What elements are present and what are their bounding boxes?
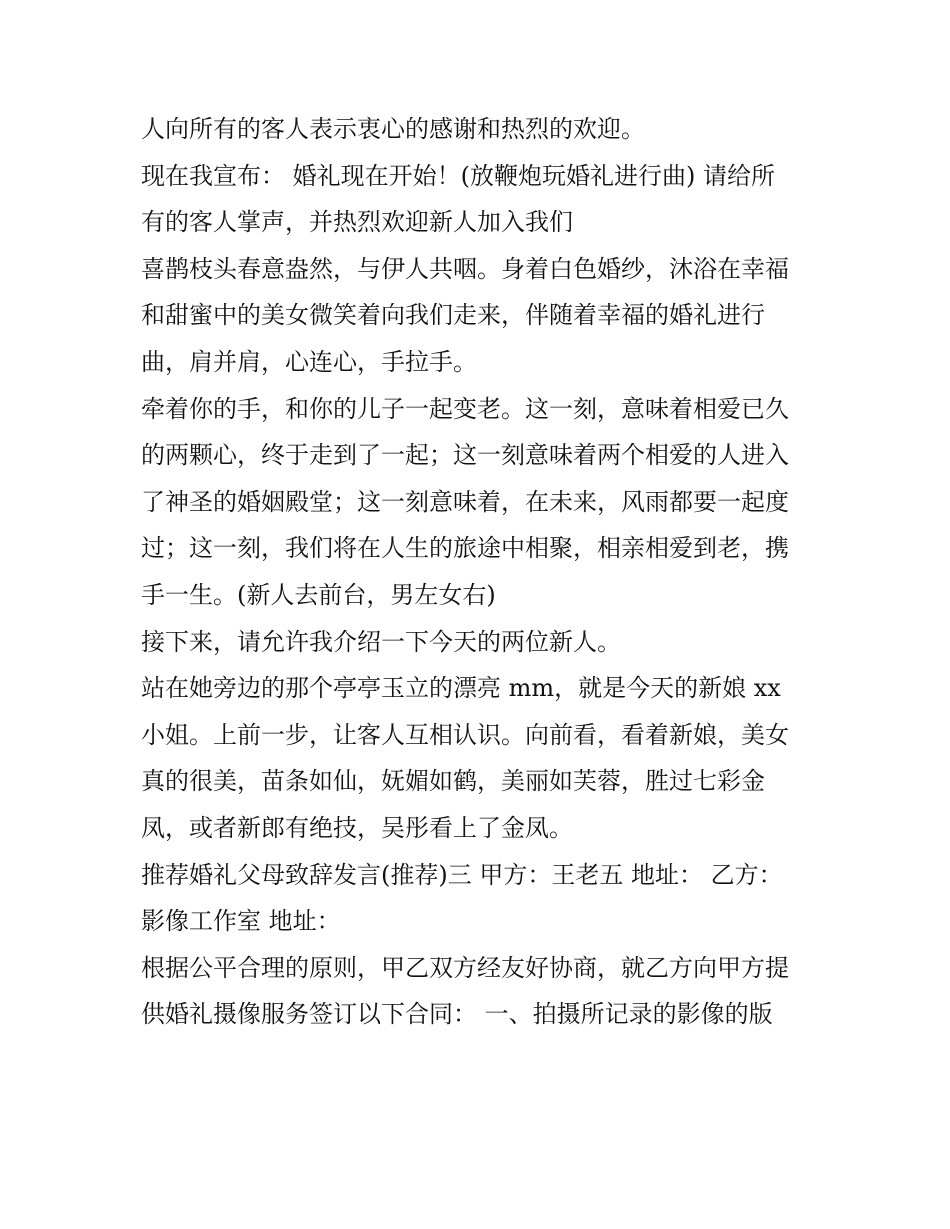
text-line: 人向所有的客人表示衷心的感谢和热烈的欢迎。 <box>141 115 645 143</box>
text-line: 影像工作室 地址： <box>141 907 341 936</box>
text-line: 真的很美，苗条如仙，妩媚如鹤，美丽如芙蓉，胜过七彩金 <box>141 767 765 796</box>
text-line: 过；这一刻，我们将在人生的旅途中相聚，相亲相爱到老，携 <box>141 534 789 563</box>
text-line: 供婚礼摄像服务签订以下合同： 一、拍摄所记录的影像的版 <box>141 1000 773 1029</box>
text-line: 的两颗心，终于走到了一起；这一刻意味着两个相爱的人进入 <box>141 441 789 470</box>
text-line: 现在我宣布： 婚礼现在开始！(放鞭炮玩婚礼进行曲) 请给所 <box>141 161 775 190</box>
text-line: 小姐。上前一步，让客人互相认识。向前看，看着新娘，美女 <box>141 720 789 749</box>
text-line: 根据公平合理的原则，甲乙双方经友好协商，就乙方向甲方提 <box>141 953 789 982</box>
text-line: 有的客人掌声，并热烈欢迎新人加入我们 <box>141 208 573 237</box>
text-line: 推荐婚礼父母致辞发言(推荐)三 甲方：王老五 地址： 乙方： <box>141 860 783 889</box>
text-line: 牵着你的手，和你的儿子一起变老。这一刻，意味着相爱已久 <box>141 394 789 423</box>
text-line: 手一生。(新人去前台，男左女右) <box>141 580 496 609</box>
text-line: 了神圣的婚姻殿堂；这一刻意味着，在未来，风雨都要一起度 <box>141 487 789 516</box>
document-body <box>141 106 821 1038</box>
text-line: 曲，肩并肩，心连心，手拉手。 <box>141 347 477 376</box>
text-line: 喜鹊枝头春意盎然，与伊人共咽。身着白色婚纱，沐浴在幸福 <box>141 254 789 283</box>
text-line: 接下来，请允许我介绍一下今天的两位新人。 <box>141 627 621 656</box>
text-line: 和甜蜜中的美女微笑着向我们走来，伴随着幸福的婚礼进行 <box>141 301 765 330</box>
text-line: 站在她旁边的那个亭亭玉立的漂亮 mm，就是今天的新娘 xx <box>141 674 781 703</box>
text-line: 凤，或者新郎有绝技，吴彤看上了金凤。 <box>141 813 573 842</box>
